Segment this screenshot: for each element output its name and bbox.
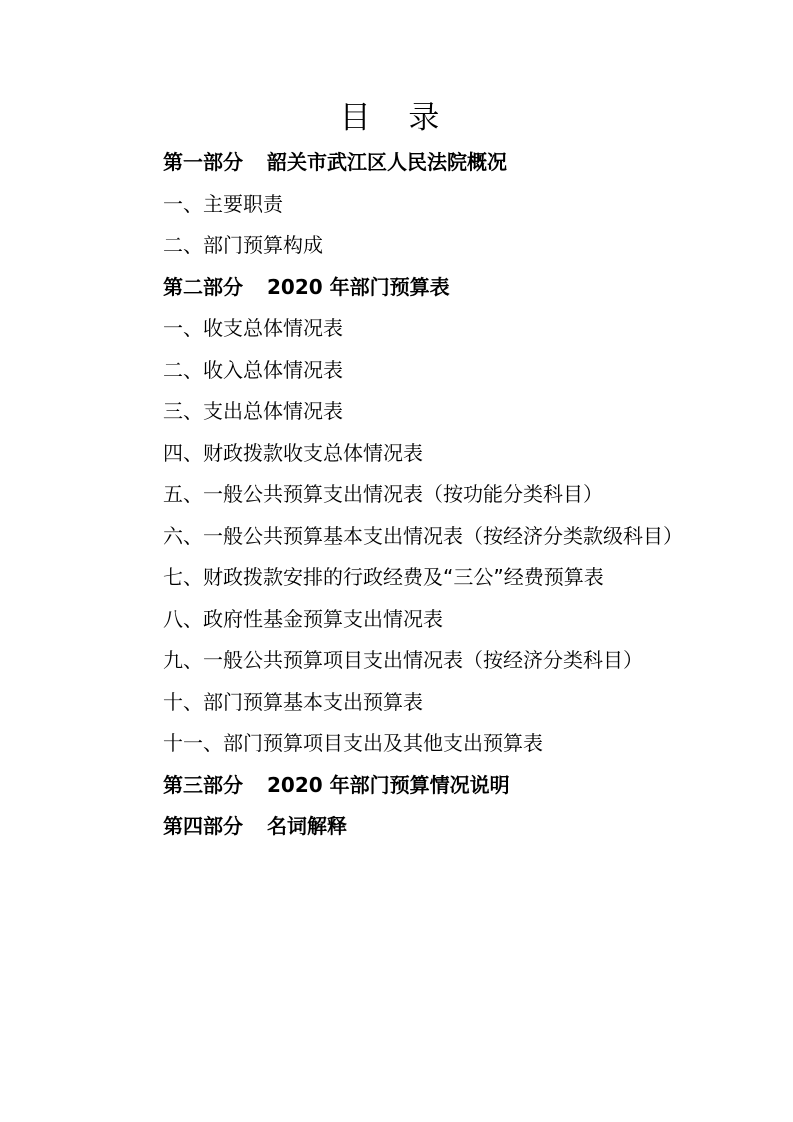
toc-list <box>122 142 682 848</box>
toc-item[interactable]: 一、收支总体情况表 <box>163 316 343 340</box>
toc-item[interactable]: 三、支出总体情况表 <box>163 399 343 423</box>
toc-part-2[interactable] <box>122 267 682 309</box>
part-text: 名词解释 <box>267 814 347 838</box>
part-label: 第三部分 <box>163 772 243 797</box>
toc-title: 目 录 <box>339 100 454 136</box>
toc-item[interactable]: 一、主要职责 <box>163 191 283 216</box>
toc-item[interactable]: 六、一般公共预算基本支出情况表（按经济分类款级科目） <box>163 523 683 548</box>
toc-part-4[interactable] <box>122 806 682 848</box>
toc-item[interactable]: 七、财政拨款安排的行政经费及“三公”经费预算表 <box>163 565 604 589</box>
toc-item[interactable]: 四、财政拨款收支总体情况表 <box>163 440 423 465</box>
part-label: 第一部分 <box>163 150 243 174</box>
part-text: 2020 年部门预算情况说明 <box>267 772 510 797</box>
toc-item[interactable]: 二、收入总体情况表 <box>163 357 343 382</box>
toc-part-3[interactable] <box>122 765 682 807</box>
toc-part-1[interactable] <box>122 142 682 184</box>
toc-item[interactable]: 十、部门预算基本支出预算表 <box>163 689 423 714</box>
toc-item[interactable]: 二、部门预算构成 <box>163 233 323 257</box>
toc-item[interactable]: 五、一般公共预算支出情况表（按功能分类科目） <box>163 482 603 506</box>
part-text: 2020 年部门预算表 <box>267 274 450 299</box>
part-text: 韶关市武江区人民法院概况 <box>267 150 507 174</box>
part-label: 第二部分 <box>163 274 243 299</box>
part-label: 第四部分 <box>163 814 243 838</box>
toc-item[interactable]: 九、一般公共预算项目支出情况表（按经济分类科目） <box>163 648 643 672</box>
toc-item[interactable]: 八、政府性基金预算支出情况表 <box>163 606 443 631</box>
toc-item[interactable]: 十一、部门预算项目支出及其他支出预算表 <box>163 731 543 755</box>
